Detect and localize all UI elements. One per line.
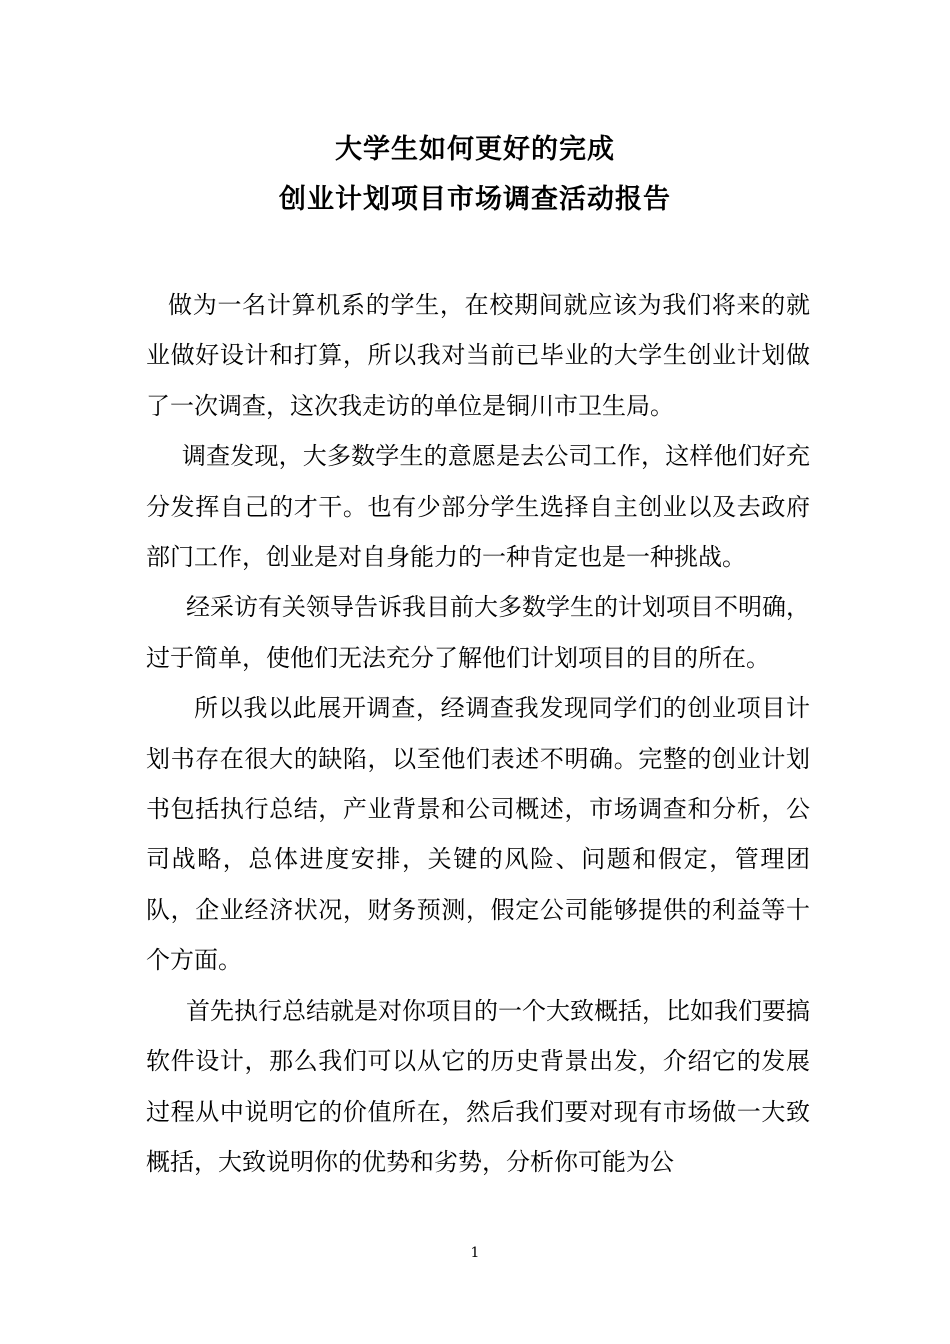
document-title-line-1: 大学生如何更好的完成 — [335, 134, 615, 165]
document-title-line-2: 创业计划项目市场调查活动报告 — [279, 184, 671, 215]
paragraph-3: 经采访有关领导告诉我目前大多数学生的计划项目不明确，过于简单，使他们无法充分了解他们计划项目的目的所在。 — [146, 593, 810, 672]
paragraph-1: 做为一名计算机系的学生，在校期间就应该为我们将来的就业做好设计和打算，所以我对当前已毕业的大学生创业计划做了一次调查，这次我走访的单位是铜川市卫生局。 — [146, 291, 810, 420]
document-body — [146, 280, 810, 1187]
paragraph-2: 调查发现，大多数学生的意愿是去公司工作，这样他们好充分发挥自己的才干。也有少部分学生选择自主创业以及去政府部门工作，创业是对自身能力的一种肯定也是一种挑战。 — [146, 442, 810, 572]
paragraph-5: 首先执行总结就是对你项目的一个大致概括，比如我们要搞软件设计，那么我们可以从它的历史背景出发，介绍它的发展过程从中说明它的价值所在，然后我们要对现有市场做一大致概括，大致说明你的优势和劣势，分析你可能为公 — [146, 996, 810, 1176]
paragraph-4: 所以我以此展开调查，经调查我发现同学们的创业项目计划书存在很大的缺陷，以至他们表述不明确。完整的创业计划书包括执行总结，产业背景和公司概述，市场调查和分析，公司战略，总体进度安排，关键的风险、问题和假定，管理团队，企业经济状况，财务预测，假定公司能够提供的利益等十个方面。 — [146, 694, 810, 975]
page-number: 1 — [470, 1245, 480, 1261]
